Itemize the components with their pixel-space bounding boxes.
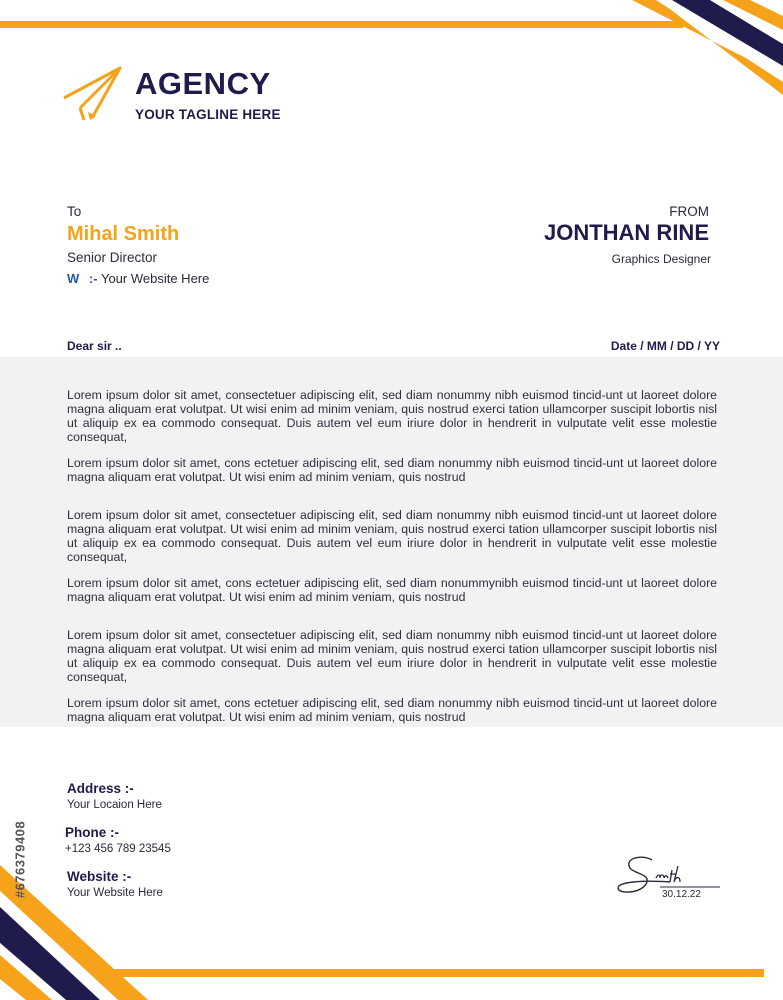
salutation: Dear sir .. — [67, 339, 122, 353]
body-paragraph: Lorem ipsum dolor sit amet, cons ectetuer adipiscing elit, sed diam nonummy nibh euismod tincid-unt ut laoreet dolore magna aliquam erat volutpat. Ut wisi enim ad minim veniam, quis nostrud — [67, 696, 717, 724]
phone-value: +123 456 789 23545 — [65, 843, 171, 855]
website-value: Your Website Here — [100, 271, 210, 286]
body-paragraph: Lorem ipsum dolor sit amet, cons ectetuer adipiscing elit, sed diam nonummy nibh euismod tincid-unt ut laoreet dolore magna aliquam erat volutpat. Ut wisi enim ad minim veniam, quis nostrud — [67, 456, 717, 484]
body-paragraph: Lorem ipsum dolor sit amet, consectetuer adipiscing elit, sed diam nonummy nibh euismod tincid-unt ut laoreet dolore magna aliquam erat volutpat. Ut wisi enim ad minim veniam, quis nostrud exerci tation ullamcorper suscipit lobortis nisl ut aliquip ex ea commodo consequat. Duis autem vel eum iriure dolor in hendrerit in vulputate velit esse molestie consequat, — [67, 508, 717, 564]
body-paragraph: Lorem ipsum dolor sit amet, consectetuer adipiscing elit, sed diam nonummy nibh euismod tincid-unt ut laoreet dolore magna aliquam erat volutpat. Ut wisi enim ad minim veniam, quis nostrud exerci tation ullamcorper suscipit lobortis nisl ut aliquip ex ea commodo consequat. Duis autem vel eum iriure dolor in hendrerit in vulputate velit esse molestie consequat, — [67, 628, 717, 684]
from-label: FROM — [669, 204, 709, 219]
phone-label: Phone :- — [65, 825, 119, 840]
website-contact-value: Your Website Here — [67, 887, 163, 899]
body-paragraph: Lorem ipsum dolor sit amet, consectetuer adipiscing elit, sed diam nonummy nibh euismod tincid-unt ut laoreet dolore magna aliquam erat volutpat. Ut wisi enim ad minim veniam, quis nostrud exerci tation ullamcorper suscipit lobortis nisl ut aliquip ex ea commodo consequat. Duis autem vel eum iriure dolor in hendrerit in vulputate velit esse molestie consequat, — [67, 388, 717, 444]
top-accent-bar — [0, 21, 683, 28]
recipient-title: Senior Director — [67, 250, 158, 265]
recipient-website — [67, 271, 209, 286]
website-prefix: W — [67, 271, 80, 286]
sender-name: JONTHAN RINE — [543, 220, 709, 245]
body-paragraph: Lorem ipsum dolor sit amet, cons ectetuer adipiscing elit, sed diam nonummynibh euismod tincid-unt ut laoreet dolore magna aliquam erat volutpat. Ut wisi enim ad minim veniam, quis nostrud — [67, 576, 717, 604]
bottom-accent-bar — [96, 969, 764, 977]
paper-plane-icon — [62, 64, 124, 122]
address-label: Address :- — [67, 781, 134, 796]
date-placeholder: Date / MM / DD / YY — [610, 339, 720, 353]
sender-title: Graphics Designer — [611, 252, 711, 266]
website-separator: :- — [88, 271, 98, 286]
address-value: Your Locaion Here — [67, 799, 162, 811]
website-label: Website :- — [67, 869, 132, 884]
recipient-name: Mihal Smith — [67, 223, 180, 245]
signature-date: 30.12.22 — [662, 889, 701, 900]
letter-body — [67, 388, 717, 724]
stock-id: #676379408 — [12, 820, 28, 899]
corner-stripes-top-right — [610, 0, 783, 95]
to-label: To — [67, 204, 82, 219]
brand-name: AGENCY — [135, 66, 271, 101]
brand-tagline: YOUR TAGLINE HERE — [135, 107, 281, 122]
